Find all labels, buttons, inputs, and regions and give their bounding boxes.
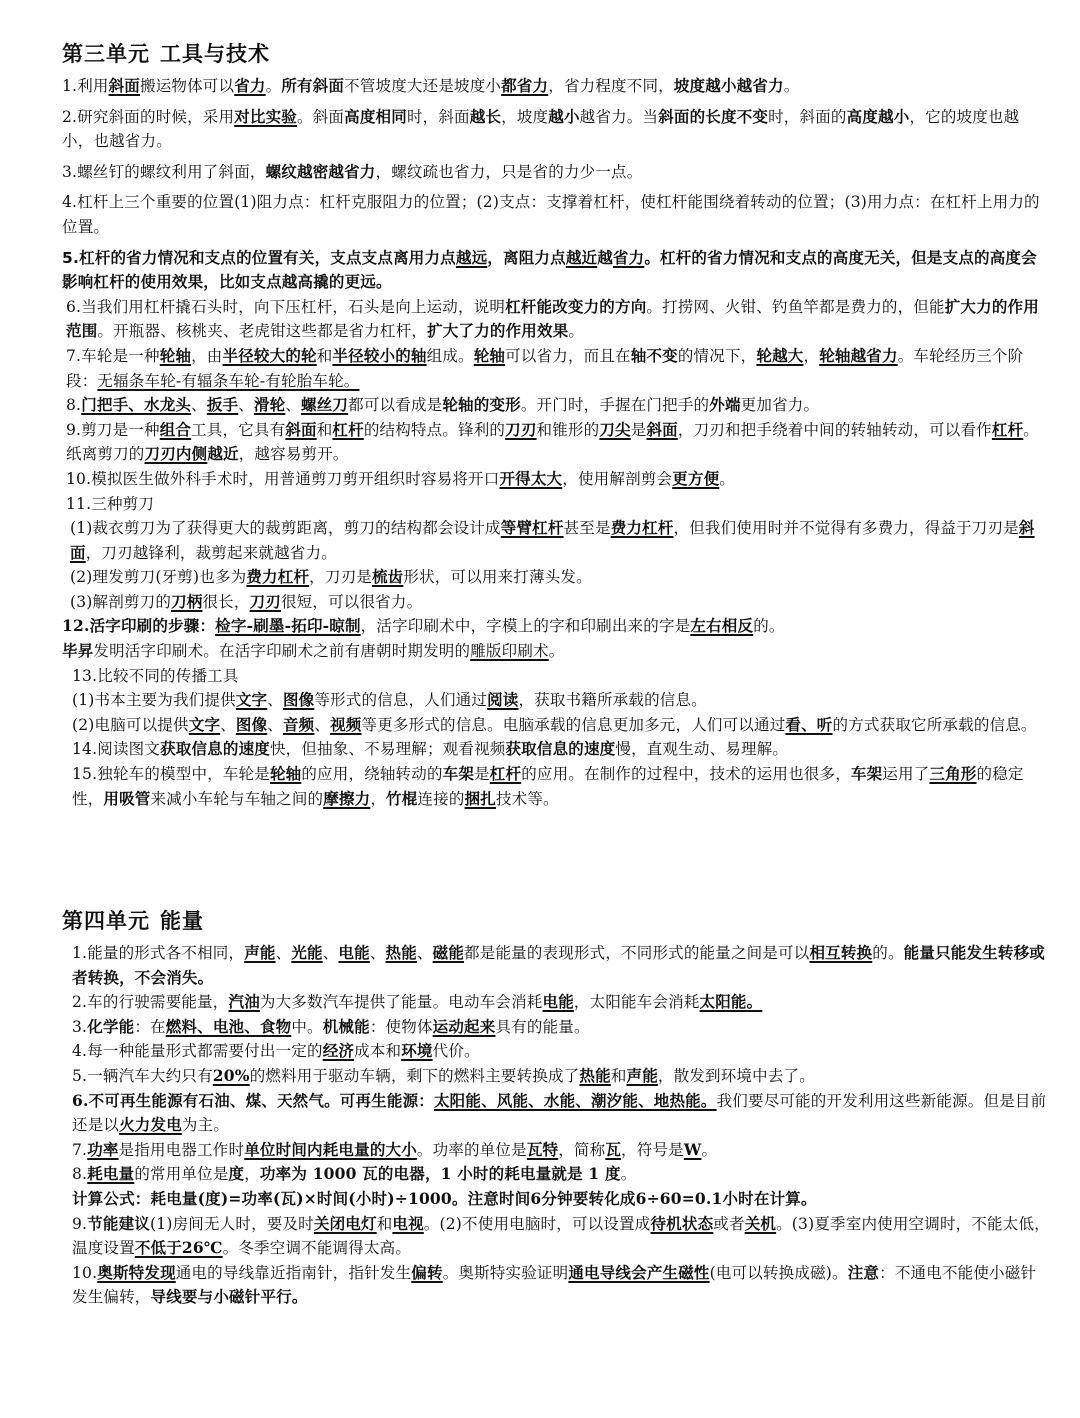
list-item (62, 393, 1050, 418)
list-item (62, 190, 1050, 239)
text-run: ，散发到环境中去了。 (657, 1066, 815, 1085)
text-run: 计算公式：耗电量(度)=功率(瓦)×时间(小时)÷1000。注意时间6分钟要转化成6÷60=0.1小时在计算。 (72, 1188, 817, 1208)
text-run: 6.当我们用杠杆撬石头时，向下压杠杆，石头是向上运动，说明 (66, 297, 506, 316)
text-run: 太阳能、风能、水能、潮汐能、地热能。 (433, 1090, 717, 1110)
text-run: 4.杠杆上三个重要的位置(1)阻力点：杠杆克服阻力的位置；(2)支点：支撑着杠杆，使杠杆能围绕着转动的位置；(3)用力点：在杠杆上用力的位置。 (62, 193, 1040, 236)
text-run: 、 (191, 396, 207, 415)
unit4-title: 能量 (160, 909, 204, 933)
text-run: 轮轴 (269, 764, 302, 784)
text-run: 等臂杠杆 (500, 518, 564, 538)
text-run: W (683, 1139, 702, 1159)
text-run: ，它的坡度也越小，也越省力。 (62, 107, 1020, 151)
list-item (62, 762, 1050, 811)
text-run: 、 (314, 715, 331, 734)
text-run: 或者 (713, 1214, 745, 1233)
text-run: 不低于26℃ (134, 1238, 223, 1258)
text-run: 省力 (234, 76, 266, 95)
text-run: 9. (72, 1214, 88, 1233)
text-run: 成本和 (354, 1042, 402, 1061)
text-run: 扩大力的作用范围 (66, 296, 1039, 341)
text-run: 扩大了力的作用效果 (427, 321, 569, 341)
text-run: 滑轮 (253, 395, 286, 415)
text-run: 运动起来 (432, 1016, 496, 1036)
text-run: 雕版印刷术 (470, 642, 549, 661)
text-run: 图像 (235, 714, 268, 734)
text-run: 度 (228, 1164, 245, 1184)
text-run: 电能 (542, 992, 574, 1012)
text-run: 用吸管 (103, 788, 151, 808)
text-run: 音频 (282, 714, 315, 734)
text-run: 视频 (330, 714, 362, 734)
text-run: 单位时间内耗电量的大小 (244, 1139, 417, 1159)
text-run: 坡度越小越省力 (673, 76, 784, 95)
text-run: 7. (72, 1140, 88, 1159)
text-run: 图像 (282, 690, 315, 710)
text-run: 。 (701, 1140, 718, 1159)
text-run: 7.车轮是一种 (66, 346, 160, 365)
text-run: 。功率的单位是 (416, 1140, 527, 1159)
text-run: 1.利用 (62, 77, 109, 95)
text-run: 越省力。当 (579, 107, 659, 126)
list-item (62, 1015, 1050, 1040)
text-run: 半径较小的轴 (332, 345, 427, 365)
text-run: 燃料、电池、食物 (165, 1016, 292, 1036)
text-run: 电视 (392, 1213, 424, 1233)
text-run: 越远 (455, 248, 488, 267)
text-run: 阅读 (487, 690, 519, 710)
text-run: 13.比较不同的传播工具 (72, 666, 239, 685)
text-run: 轮轴 (473, 345, 506, 365)
text-run: 慢，直观生动、易理解。 (615, 740, 789, 759)
text-run: 高度相同 (344, 106, 407, 126)
text-run: 连接的 (417, 789, 465, 808)
text-run: 的燃料用于驱动车辆，剩下的燃料主要转换成了 (249, 1066, 580, 1085)
text-run: 很长， (202, 592, 250, 611)
text-run: 。开瓶器、核桃夹、老虎钳这些都是省力杠杆， (97, 322, 428, 341)
text-run: 越 (597, 248, 613, 267)
unit3-section (62, 38, 1050, 811)
text-run: 刀刃 (249, 591, 281, 611)
text-run: 越小 (548, 106, 580, 126)
text-run: 通电导线会产生磁性 (568, 1262, 710, 1282)
text-run: 关机 (744, 1213, 777, 1233)
text-run: 9.剪刀是一种 (66, 420, 160, 439)
text-run: 很短，可以很省力。 (280, 592, 423, 611)
text-run: 环境 (401, 1041, 433, 1061)
text-run: 、 (220, 715, 236, 734)
text-run: 甚至是 (563, 519, 611, 538)
list-item (62, 1064, 1050, 1089)
text-run: ， (244, 1165, 260, 1184)
text-run: ，符号是 (621, 1140, 684, 1159)
text-run: 为大多数汽车提供了能量。电动车会消耗 (259, 993, 543, 1012)
text-run: 、 (267, 691, 283, 710)
text-run: 。 (620, 1165, 637, 1184)
text-run: (1)房间无人时，要及时 (150, 1214, 314, 1233)
text-run: 捆扎 (464, 788, 496, 808)
text-run: 10.模拟医生做外科手术时，用普通剪刀剪开组织时容易将开口 (66, 469, 500, 488)
list-item (62, 344, 1050, 393)
text-run: ：在 (134, 1017, 166, 1036)
text-run: 瓦 (605, 1139, 622, 1159)
text-run: 和 (610, 1066, 627, 1085)
text-run: 杠杆能改变力的方向 (505, 296, 647, 316)
text-run: 斜面 (646, 419, 678, 439)
list-item (62, 467, 1050, 492)
text-run: ：使物体 (369, 1017, 433, 1036)
text-run: 。 (265, 77, 282, 95)
text-run: 化学能 (87, 1016, 135, 1036)
text-run: ，太阳能车会消耗 (573, 993, 700, 1012)
unit4-section (62, 905, 1050, 1310)
text-run: 的。 (753, 617, 785, 636)
text-run: 支点支点离用力点 (330, 248, 456, 267)
text-run: 摩擦力 (323, 788, 371, 808)
list-item (62, 990, 1050, 1015)
text-run: 车架 (442, 764, 475, 784)
text-run: 。奥斯特实验证明 (442, 1263, 569, 1282)
list-item (62, 941, 1050, 990)
text-run: 。车轮经历三个阶段： (66, 346, 1024, 390)
list-item (62, 737, 1050, 762)
unit3-items (62, 74, 1050, 811)
text-run: ，活字印刷术中，字模上的字和印刷出来的字是 (360, 617, 691, 636)
text-run: 2.研究斜面的时候，采用 (62, 107, 235, 126)
text-run: 无辐条车轮-有辐条车轮-有轮胎车轮。 (97, 371, 360, 390)
text-run: 等更多形式的信息。电脑承载的信息更加多元，人们可以通过 (361, 715, 786, 734)
text-run: 3. (72, 1017, 88, 1036)
text-run: 杠杆 (991, 419, 1024, 439)
text-run: 2.车的行驶需要能量， (72, 993, 229, 1012)
text-run: 和锥形的 (536, 420, 600, 439)
text-run: ， (370, 789, 387, 808)
text-run: ，省力程度不同， (548, 77, 674, 95)
text-run: 火力发电 (119, 1115, 182, 1135)
text-run: 。冬季空调不能调得太高。 (222, 1239, 412, 1258)
text-run: 。 (783, 77, 800, 95)
text-run: 导线要与小磁针平行。 (150, 1287, 308, 1307)
text-run: 我们要尽可能的开发利用这些新能源。但是目前还是以 (72, 1091, 1047, 1135)
text-run: 能量只能发生转移或者转换，不会消失。 (72, 943, 1045, 987)
text-run: 形状，可以用来打薄头发。 (403, 568, 592, 587)
unit4-number: 第四单元 (62, 909, 150, 933)
text-run: 竹棍 (386, 788, 418, 808)
text-run: ，越容易剪开。 (238, 445, 349, 464)
text-run: 声能 (244, 943, 276, 962)
text-run: 10. (72, 1263, 98, 1282)
text-run: 半径较大的轮 (222, 345, 317, 365)
text-run: 注意 (847, 1262, 880, 1282)
text-run: 杠杆 (332, 419, 364, 439)
text-run: 的。 (872, 944, 904, 962)
text-run: ，由 (191, 346, 223, 365)
text-run: ，刀刃是 (309, 568, 372, 587)
text-run: 检字-刷墨-拓印-晾制 (215, 616, 361, 636)
unit4-items (62, 941, 1050, 1310)
list-item (62, 1039, 1050, 1064)
unit3-number: 第三单元 (62, 42, 150, 66)
text-run: 轮轴的变形 (442, 395, 521, 415)
text-run: 更加省力。 (740, 396, 820, 415)
text-run: 来减小车轮与车轴之间的 (150, 789, 324, 808)
text-run: 偏转 (411, 1262, 443, 1282)
text-run: 功率 (87, 1139, 119, 1159)
text-run: 开得太大 (499, 468, 563, 488)
text-run: 越近 (565, 248, 598, 267)
text-run: 和 (316, 420, 333, 439)
text-run: 热能 (385, 943, 417, 962)
text-run: (2)电脑可以提供 (72, 715, 189, 734)
text-run: 5.杠杆的省力情况和支点的位置有关， (62, 248, 331, 267)
list-item (62, 418, 1050, 467)
text-run: 越长 (469, 106, 502, 126)
text-run: ， (803, 346, 820, 365)
text-run: 和 (316, 346, 333, 365)
text-run: (3)解剖剪刀的 (70, 592, 172, 611)
text-run: 3.螺丝钉的螺纹利用了斜面， (62, 162, 266, 181)
text-run: 14.阅读图文 (72, 740, 161, 759)
list-item (62, 246, 1050, 295)
text-run: 通电的导线靠近指南针，指针发生 (175, 1263, 412, 1282)
text-run: 、 (267, 715, 283, 734)
text-run: 技术等。 (495, 789, 559, 808)
list-item (62, 688, 1050, 713)
list-item (62, 639, 1050, 664)
text-run: 时，斜面的 (768, 107, 847, 126)
text-run: 奥斯特发现 (97, 1262, 176, 1282)
text-run: 的应用，绕轴转动的 (301, 765, 443, 784)
text-run: 机械能 (322, 1016, 370, 1036)
text-run: 、 (275, 944, 292, 962)
text-run: 螺纹越密越省力 (265, 161, 376, 181)
list-item (62, 105, 1050, 154)
text-run: 发明活字印刷术。在活字印刷术之前有唐朝时期发明的 (93, 642, 471, 661)
text-run: 的稳定性， (72, 765, 1024, 808)
text-run: 获取信息的速度 (505, 739, 616, 759)
text-run: 轮轴越省力 (819, 345, 898, 365)
text-run: 、 (416, 944, 433, 962)
text-run: ，但我们使用时并不觉得有多费力，得益于刀刃是 (673, 519, 1019, 538)
text-run: 待机状态 (650, 1213, 714, 1233)
text-run: 功率为 1000 瓦的电器，1 小时的耗电量就是 1 度 (259, 1164, 621, 1184)
text-run: 。(3)夏季室内使用空调时，不能太低，温度设置 (72, 1214, 1050, 1258)
text-run: 汽油 (228, 992, 260, 1012)
text-run: 6.不可再生能源有石油、煤、天然气。可再生能源： (72, 1090, 434, 1110)
text-run: 轴不变 (630, 345, 678, 365)
text-run: 8. (72, 1165, 88, 1184)
text-run: 中。 (291, 1017, 323, 1036)
text-run: 更方便 (672, 468, 720, 488)
text-run: 是指用电器工作时 (118, 1140, 245, 1159)
text-run: 光能 (291, 943, 323, 962)
text-run: ，使用解剖剪会 (562, 469, 673, 488)
list-item (62, 516, 1050, 565)
list-item (62, 664, 1050, 689)
text-run: 12.活字印刷的步骤： (62, 616, 216, 636)
text-run: 工具，它具有 (191, 420, 286, 439)
text-run: 梳齿 (371, 567, 404, 587)
text-run: ，刀刃和把手绕着中间的转轴转动，可以看作 (677, 420, 992, 439)
text-run: (电可以转换成磁)。 (709, 1263, 848, 1282)
list-item (62, 1212, 1050, 1261)
list-item (62, 295, 1050, 344)
text-run: 的常用单位是 (134, 1165, 229, 1184)
text-run: 快，但抽象、不易理解；观看视频 (269, 740, 506, 759)
text-run: 为主。 (181, 1116, 230, 1135)
text-run: 、 (285, 396, 302, 415)
text-run: 的方式获取它所承载的信息。 (832, 715, 1037, 734)
list-item (62, 74, 1050, 99)
text-run: 组合 (159, 419, 192, 439)
list-item (62, 565, 1050, 590)
text-run: 斜面 (108, 76, 140, 95)
list-item (62, 1187, 1050, 1212)
text-run: 是 (474, 765, 490, 784)
text-run: 1.能量的形式各不相同， (72, 944, 245, 962)
text-run: 热能 (579, 1065, 611, 1085)
list-item (62, 614, 1050, 639)
text-run: 都是能量的表现形式，不同形式的能量之间是可以 (464, 944, 810, 962)
text-run: 、 (369, 944, 386, 962)
text-run: 轮越大 (756, 345, 804, 365)
list-item (62, 590, 1050, 615)
text-run: 经济 (322, 1041, 355, 1061)
list-item (62, 492, 1050, 517)
text-run: 三角形 (929, 764, 977, 784)
text-run: 8. (66, 396, 82, 415)
text-run: 外端 (709, 395, 741, 415)
text-run: 的结构特点。锋利的 (363, 420, 506, 439)
text-run: 对比实验 (234, 106, 298, 126)
text-run: 所有斜面 (281, 76, 345, 95)
text-run: 费力杠杆 (246, 567, 310, 587)
text-run: 等形式的信息，人们通过 (314, 691, 488, 710)
list-item (62, 1162, 1050, 1187)
text-run: 看、听 (785, 714, 833, 734)
text-run: (1)裁衣剪刀为了获得更大的裁剪距离，剪刀的结构都会设计成 (70, 519, 501, 538)
text-run: 文字 (235, 690, 268, 710)
text-run: 左右相反 (690, 616, 754, 636)
text-run: 杠杆 (489, 764, 522, 784)
text-run: 刀刃内侧 (144, 444, 208, 464)
text-run: 、 (238, 396, 254, 415)
text-run: 电能 (338, 943, 370, 962)
text-run: 是 (630, 420, 647, 439)
text-run: 都省力 (501, 76, 549, 95)
text-run: 斜面的长度不变 (658, 106, 769, 126)
text-run: 磁能 (432, 943, 465, 962)
unit3-heading (62, 38, 1050, 70)
text-run: 组成。 (426, 346, 474, 365)
text-run: 搬运物体可以 (140, 77, 235, 95)
text-run: ：不通电不能使小磁针发生偏转， (72, 1263, 1037, 1307)
text-run: 越近 (207, 444, 239, 464)
text-run: 15.独轮车的模型中，车轮是 (72, 765, 270, 784)
text-run: 斜面 (285, 419, 317, 439)
text-run: 运用了 (882, 765, 930, 784)
text-run: 。纸离剪刀的 (66, 420, 1039, 464)
text-run: 刀尖 (599, 419, 631, 439)
text-run: 斜面 (70, 518, 1035, 562)
list-item (62, 1089, 1050, 1138)
text-run: 车架 (850, 764, 883, 784)
text-run: 。开门时，手握在门把手的 (520, 396, 710, 415)
text-run: 、 (322, 944, 339, 962)
text-run: 关闭电灯 (313, 1213, 377, 1233)
text-run: 轮轴 (159, 345, 192, 365)
list-item (62, 1138, 1050, 1163)
text-run: 具有的能量。 (495, 1017, 590, 1036)
text-run: 。斜面 (297, 107, 345, 126)
text-run: 扳手 (206, 395, 239, 415)
text-run: 5.一辆汽车大约只有 (72, 1066, 213, 1085)
text-run: 声能 (626, 1065, 658, 1085)
text-run: 不管坡度大还是坡度小 (344, 77, 502, 95)
text-run: 。 (548, 642, 565, 661)
text-run: 时，斜面 (406, 107, 470, 126)
text-run: ，获取书籍所承载的信息。 (518, 691, 707, 710)
unit4-heading (62, 905, 1050, 937)
text-run: 和 (376, 1214, 393, 1233)
text-run: 相互转换 (809, 943, 873, 962)
text-run: 费力杠杆 (610, 518, 674, 538)
text-run: 的应用。在制作的过程中，技术的运用也很多， (521, 765, 851, 784)
text-run: 省力 (612, 248, 645, 267)
text-run: 门把手、水龙头 (81, 395, 192, 415)
text-run: ，刀刃越锋利，裁剪起来就越省力。 (85, 543, 337, 562)
text-run: ，坡度 (501, 107, 549, 126)
text-run: 节能建议 (87, 1213, 151, 1233)
text-run: 太阳能。 (699, 992, 763, 1012)
text-run: ，离阻力点 (487, 248, 566, 267)
text-run: 4.每一种能量形式都需要付出一定的 (72, 1042, 323, 1061)
list-item (62, 160, 1050, 185)
text-run: 毕昇 (62, 641, 94, 661)
text-run: ，螺纹疏也省力，只是省的力少一点。 (375, 162, 643, 181)
text-run: 都可以看成是 (348, 396, 443, 415)
unit3-title: 工具与技术 (160, 42, 270, 66)
list-item (62, 1261, 1050, 1310)
text-run: 可以省力，而且在 (505, 346, 631, 365)
text-run: (2)理发剪刀(牙剪)也多为 (70, 568, 247, 587)
text-run: 11.三种剪刀 (66, 494, 155, 513)
text-run: 获取信息的速度 (160, 739, 270, 759)
text-run: ，简称 (558, 1140, 606, 1159)
text-run: 。杠杆的省力情况和支点的高度无关，但是支点的高度会影响杠杆的使用效果，比如支点越高撬的更远。 (62, 248, 1037, 292)
text-run: 代价。 (432, 1042, 480, 1061)
text-run: (1)书本主要为我们提供 (72, 691, 236, 710)
text-run: 的情况下， (677, 346, 757, 365)
text-run: 刀刃 (505, 419, 537, 439)
text-run: 。 (719, 469, 735, 488)
text-run: 。(2)不使用电脑时，可以设置成 (423, 1214, 651, 1233)
text-run: 文字 (188, 714, 221, 734)
text-run: 耗电量 (87, 1164, 135, 1184)
text-run: 高度越小 (846, 106, 910, 126)
text-run: 20% (212, 1065, 250, 1085)
text-run: 螺丝刀 (301, 395, 349, 415)
text-run: 。 (568, 322, 585, 341)
list-item (62, 713, 1050, 738)
text-run: 。打捞网、火钳、钓鱼竿都是费力的，但能 (646, 297, 945, 316)
text-run: 瓦特 (526, 1139, 559, 1159)
text-run: 刀柄 (171, 591, 203, 611)
